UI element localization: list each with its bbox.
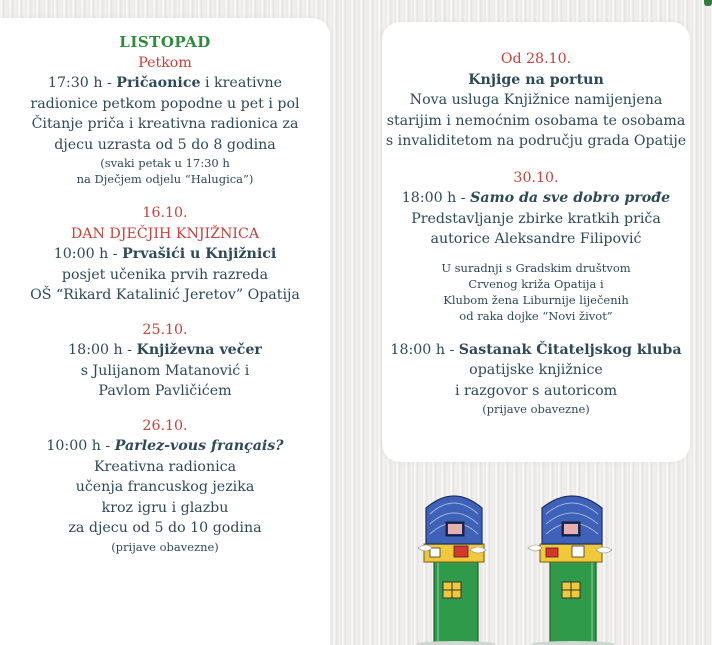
event-date: Od 28.10. [500,51,572,67]
event-day: Petkom [138,54,192,71]
event-line: OŠ “Rikard Katalinić Jeretov” Opatija [30,287,300,303]
event-line: 18:00 h - Književna večer [68,342,262,358]
right-column [382,49,690,417]
corner-mark [704,0,712,6]
event-date: 30.10. [513,169,559,186]
event-note: U suradnji s Gradskim društvom [441,260,631,275]
event-line: i razgovor s autoricom [454,382,618,399]
event-line: Predstavljanje zbirke kratkih priča [411,210,661,227]
event-line: 10:00 h - Parlez-vous français? [46,438,284,454]
event-line: Nova usluga Knjižnice namijenjena [409,92,663,108]
event-heading: DAN DJEČJIH KNJIŽNICA [70,225,260,242]
event-title: Samo da sve dobro prođe [470,190,671,206]
event-line: autorice Aleksandre Filipović [430,231,642,247]
event-line: posjet učenika prvih razreda [61,266,269,283]
event-line: s invaliditetom na području grada Opatije [385,133,687,149]
event-line: 17:30 h - Pričaonice i kreativne [47,75,283,91]
event-line: starijim i nemoćnim osobama te osobama [386,112,686,129]
right-book-house [528,496,615,645]
event-title: Parlez-vous français? [114,438,284,454]
event-date: 26.10. [142,417,188,434]
event-line: 18:00 h - Samo da sve dobro prođe [401,190,671,206]
event-note: (prijave obavezne) [111,539,219,554]
event-title: Knjige na portun [468,71,604,88]
event-note: Crvenog križa Opatija i [468,276,604,291]
event-title: Prvašići u Knjižnici [122,246,277,262]
left-column [0,32,330,555]
book-houses-illustration [410,478,630,645]
event-note: (svaki petak u 17:30 h [100,156,230,170]
event-note: na Dječjem odjelu “Halugica”) [76,172,254,186]
event-line: Čitanje priča i kreativna radionica za [31,116,299,132]
event-line: Pavlom Pavličićem [98,383,232,399]
event-note: (prijave obavezne) [482,402,590,416]
event-note: od raka dojke “Novi život” [459,308,613,323]
event-line: radionice petkom popodne u pet i pol [30,95,300,112]
event-line: učenja francuskog jezika [75,479,255,495]
event-date: 25.10. [142,321,188,338]
event-note: Klubom žena Liburnije liječenih [443,292,629,307]
event-line: za djecu od 5 do 10 godina [68,520,262,536]
month-heading: LISTOPAD [119,33,211,51]
left-book-house [416,496,496,645]
event-line: s Julijanom Matanović i [80,362,250,379]
event-title: Pričaonice [116,75,201,91]
event-line: kroz igru i glazbu [101,499,229,516]
event-line: djecu uzrasta od 5 do 8 godina [54,136,276,153]
event-title: Sastanak Čitateljskog kluba [458,341,682,358]
event-date: 16.10. [142,205,188,221]
event-line: 18:00 h - Sastanak Čitateljskog kluba [390,341,682,358]
event-title: Književna večer [136,342,262,358]
event-line: opatijske knjižnice [469,362,603,378]
event-line: Kreativna radionica [93,458,237,475]
event-line: 10:00 h - Prvašići u Knjižnici [53,246,277,262]
